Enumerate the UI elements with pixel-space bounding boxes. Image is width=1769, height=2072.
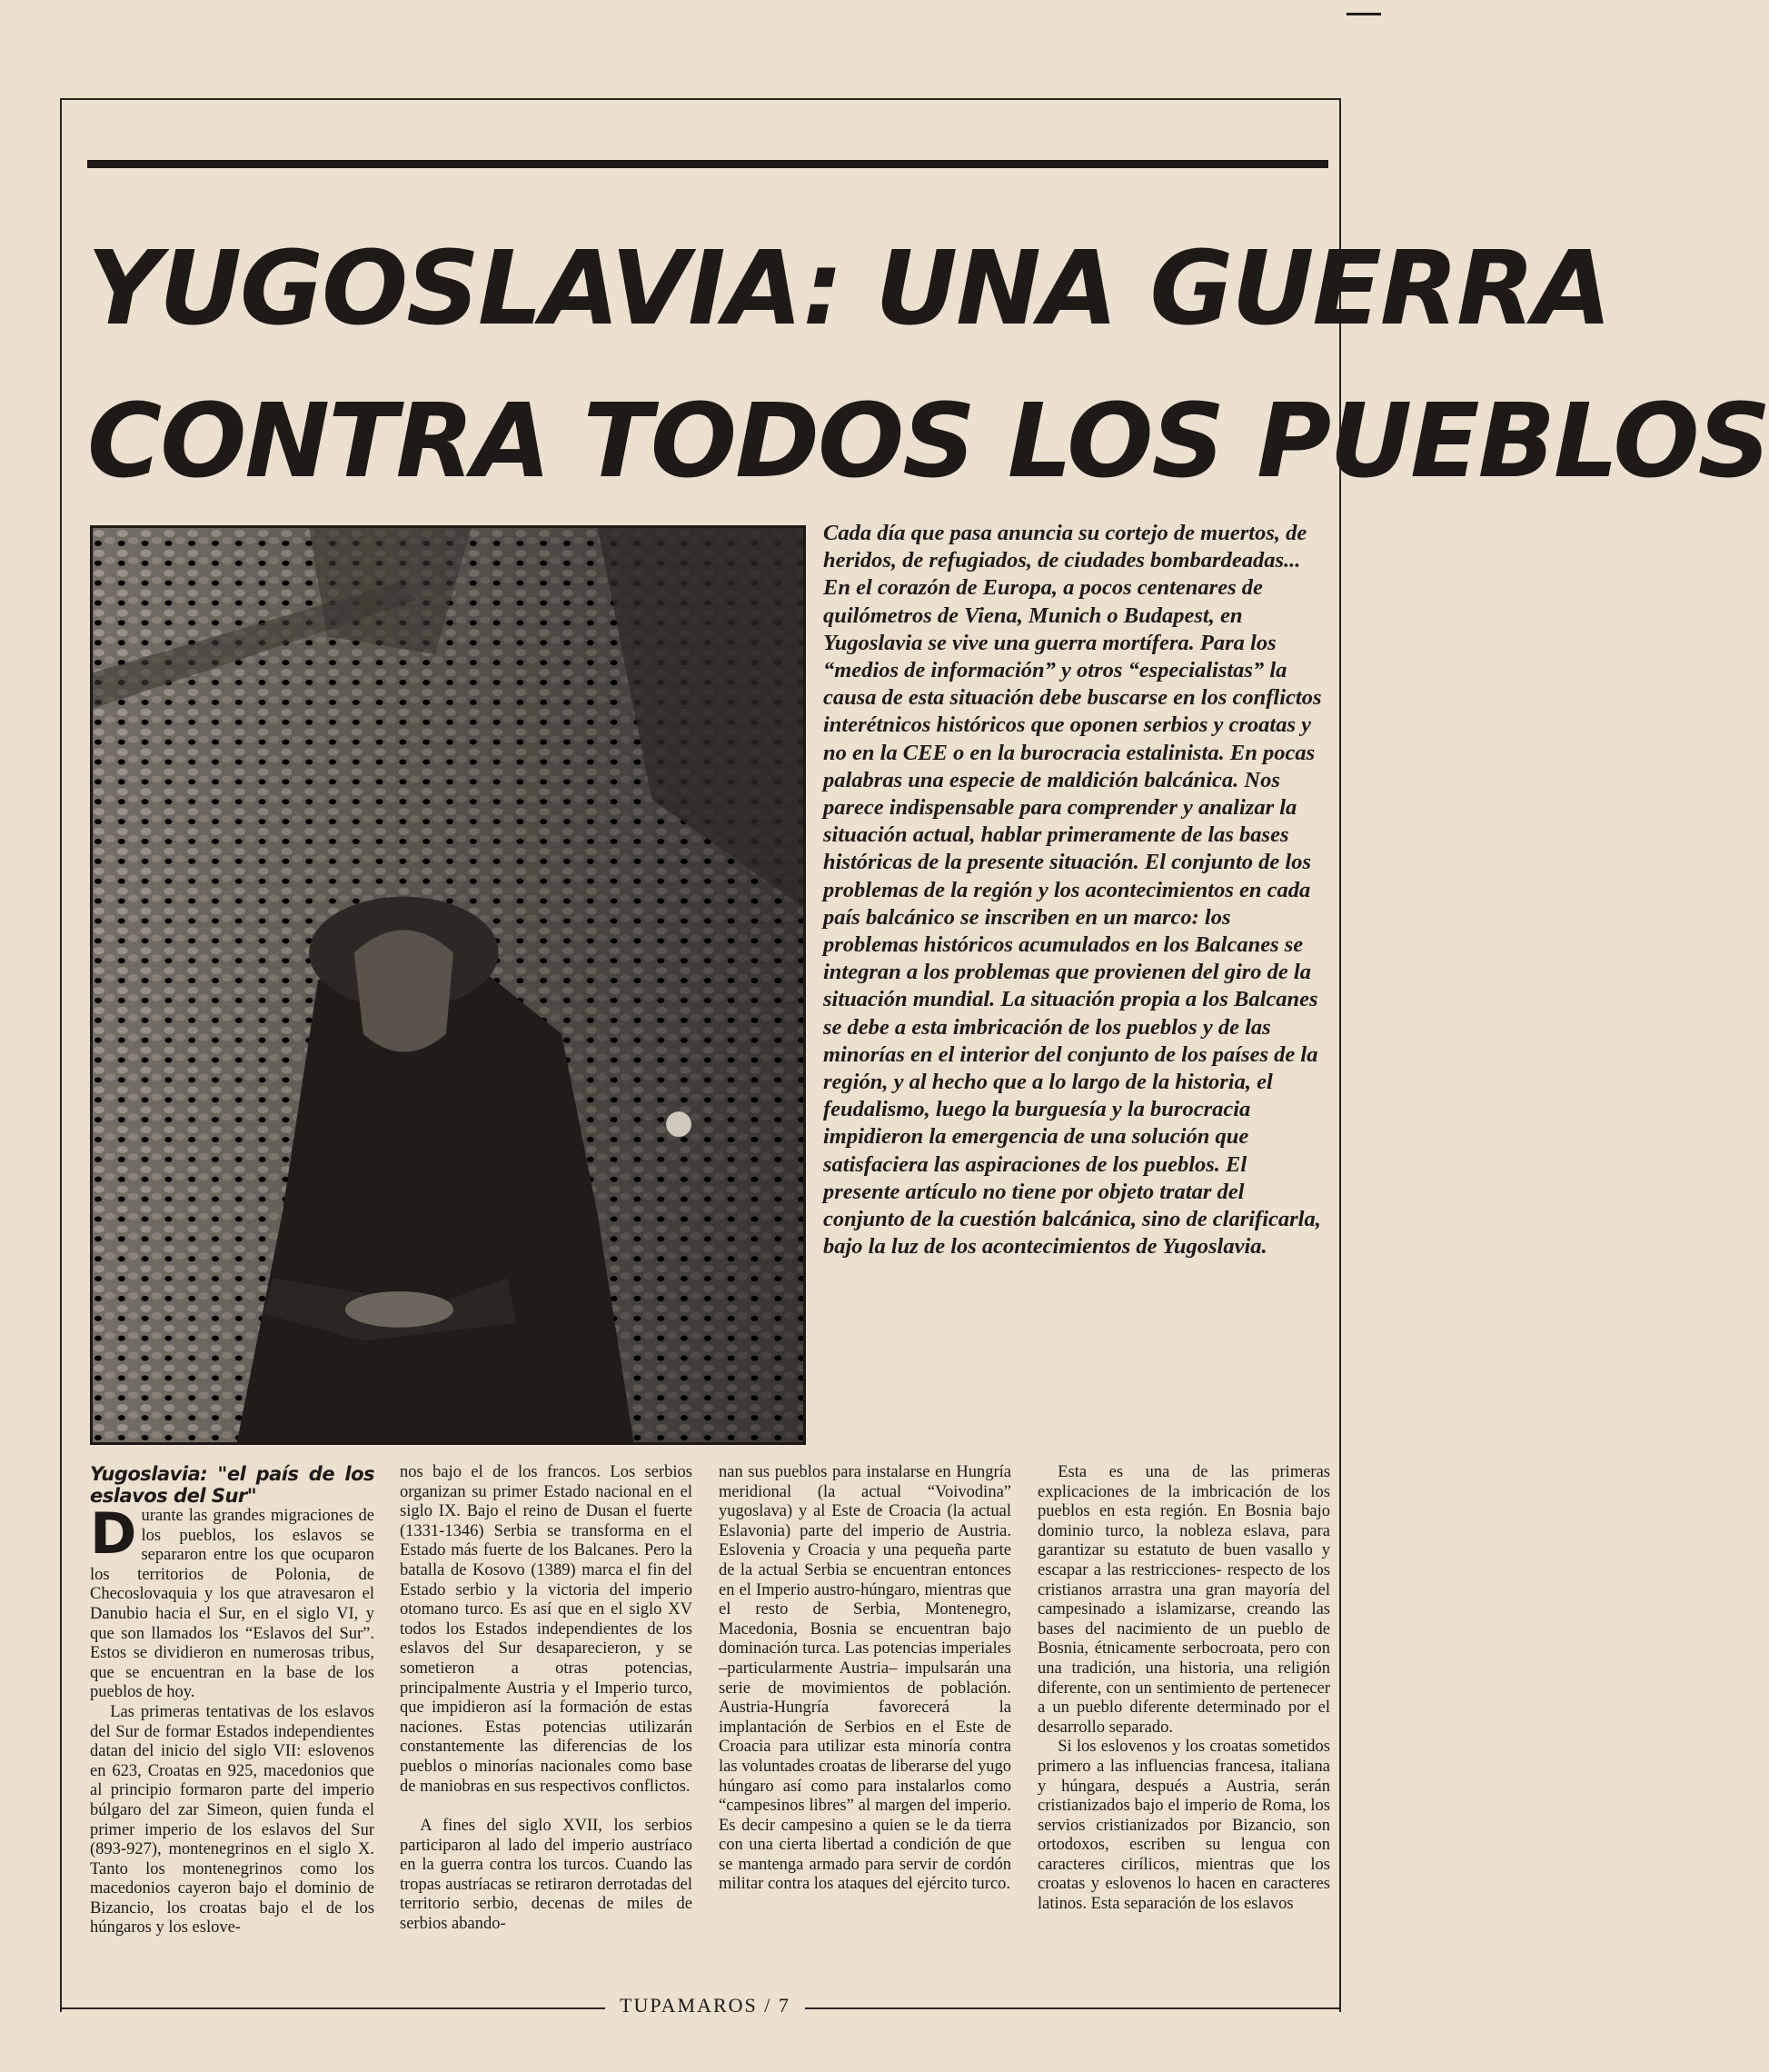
article-column-3	[719, 1463, 1011, 1895]
column-2-paragraph-1: nos bajo el de los francos. Los serbios organizan su primer Estado nacional en el siglo IX. Bajo el reino de Dusan el fuerte (1331-1346) Serbia se transforma en el Estado más fuerte de los Balcanes. Pero la batalla de Kosovo (1389) marca el fin del Estado serbio y la victoria del imperio otomano turco. Es así que en el siglo XV todos los Estados independientes de los eslavos del Sur desaparecieron, y se sometieron a otras potencias, principalmente Austria y el Imperio turco, que impidieron así la formación de estas naciones. Estas potencias utilizarán constantemente las diferencias de los pueblos o minorías nacionales como base de maniobras en sus respectivos conflictos.	[400, 1463, 692, 1796]
column-4-paragraph-1: Esta es una de las primeras explicaciones de la imbricación de los pueblos en esta región. En Bosnia bajo dominio turco, la nobleza eslava, para garantizar su estatuto de buen vasallo y escapar a las restricciones- respecto de los cristianos arrastra una gran mayoría del campesinado a islamizarse, creando las bases del nacimiento de un pueblo de Bosnia, étnicamente serbocroata, pero con una tradición, una historia, una religión diferente, con un sentimiento de pertenecer a un pueblo diferente determinado por el desarrollo separado.	[1038, 1463, 1330, 1737]
footer-rule-right	[805, 2007, 1341, 2009]
soldier-photo-illustration	[93, 528, 803, 1442]
page-footer	[60, 1994, 1341, 2021]
article-column-4	[1038, 1463, 1330, 1915]
section-subheading: Yugoslavia: "el país de los eslavos del Sur"	[90, 1463, 374, 1507]
article-column-1	[90, 1463, 374, 1938]
column-3-paragraph-1: nan sus pueblos para instalarse en Hungría meridional (la actual “Voivodina” yugoslava) y al Este de Croacia (la actual Eslavonia) parte del imperio de Austria. Eslovenia y Croacia y una pequeña parte de la actual Serbia se encuentran entonces en el Imperio austro-húngaro, mientras que el resto de Serbia, Montenegro, Macedonia, Bosnia se encuentran bajo dominación turca. Las potencias imperiales –particularmente Austria– impulsarán una serie de movimientos de población. Austria-Hungría favorecerá la implantación de Serbios en el Este de Croacia para utilizar esta minoría contra las voluntades croatas de liberarse del yugo húngaro así como para instalarlos como “campesinos libres” al margen del imperio. Es decir campesino a quien se le da tierra con una cierta libertad a condición de que se mantenga armado para servir de cordón militar contra los ataques del ejército turco.	[719, 1463, 1011, 1894]
column-1-paragraph-2: Las primeras tentativas de los eslavos del Sur de formar Estados independientes datan del inicio del siglo VII: eslovenos en 623, Croatas en 925, macedonios que al principio formaron parte del imperio búlgaro del zar Simeon, quien funda el primer imperio de los eslavos del Sur (893-927), montenegrinos en el siglo X. Tanto los montenegrinos como los macedonios cayeron bajo el dominio de Bizancio, los croatas bajo el de los húngaros y los eslove-	[90, 1702, 374, 1938]
column-4-paragraph-2: Si los eslovenos y los croatas sometidos primero a las influencias francesa, italiana y húngara, después a Austria, serán cristianizados bajo el imperio de Roma, los servios cristianizados por Bizancio, son ortodoxos, escriben su lengua con caracteres cirílicos, mientras que los croatas y eslovenos lo hacen en caracteres latinos. Esta separación de los eslavos	[1038, 1738, 1330, 1914]
column-2-spacer	[400, 1797, 692, 1817]
article-column-2	[400, 1463, 692, 1935]
column-1-paragraph-1-text: urante las grandes migraciones de los pueblos, los eslavos se separaron entre los que ocuparon los territorios de Polonia, de Checoslovaquia y los que atravesaron el Danubio hacia el Sur, en el siglo VI, y que son llamados los “Eslavos del Sur”. Estos se dividieron en numerosas tribus, que se encuentran en la base de los pueblos de hoy.	[90, 1507, 374, 1702]
headline-line-2: CONTRA TODOS LOS PUEBLOS	[87, 383, 1769, 501]
drop-cap: D	[90, 1500, 137, 1567]
footer-rule-left	[60, 2007, 605, 2009]
intro-paragraph: Cada día que pasa anuncia su cortejo de muertos, de heridos, de refugiados, de ciudades bombardeadas... En el corazón de Europa, a pocos centenares de quilómetros de Viena, Munich o Budapest, en Yugoslavia se vive una guerra mortífera. Para los “medios de información” y otros “especialistas” la causa de esta situación debe buscarse en los conflictos interétnicos históricos que oponen serbios y croatas y no en la CEE o en la burocracia estalinista. En pocas palabras una especie de maldición balcánica. Nos parece indispensable para comprender y analizar la situación actual, hablar primeramente de las bases históricas de la presente situación. El conjunto de los problemas de la región y los acontecimientos en cada país balcánico se inscriben en un marco: los problemas históricos acumulados en los Balcanes se integran a los problemas que provienen del giro de la situación mundial. La situación propia a los Balcanes se debe a esta imbricación de los pueblos y de las minorías en el interior del conjunto de los países de la región, y al hecho que a lo largo de la historia, el feudalismo, luego la burguesía y la burocracia impidieron la emergencia de una solución que satisfaciera las aspiraciones de los pueblos. El presente artículo no tiene por objeto tratar del conjunto de la cuestión balcánica, sino de clarificarla, bajo la luz de los acontecimientos de Yugoslavia.	[823, 521, 1322, 1260]
column-1-paragraph-1	[90, 1500, 374, 1703]
soldier-photo	[90, 525, 806, 1445]
corner-mark	[1347, 13, 1381, 15]
column-2-paragraph-2: A fines del siglo XVII, los serbios participaron al lado del imperio austríaco en la guerra contra los turcos. Cuando las tropas austríacas se retiraron derrotadas del territorio serbio, decenas de miles de serbios abando-	[400, 1817, 692, 1934]
headline-line-1: YUGOSLAVIA: UNA GUERRA	[87, 230, 1611, 348]
header-rule	[87, 160, 1328, 168]
footer-page-label: TUPAMAROS / 7	[620, 1994, 790, 2017]
